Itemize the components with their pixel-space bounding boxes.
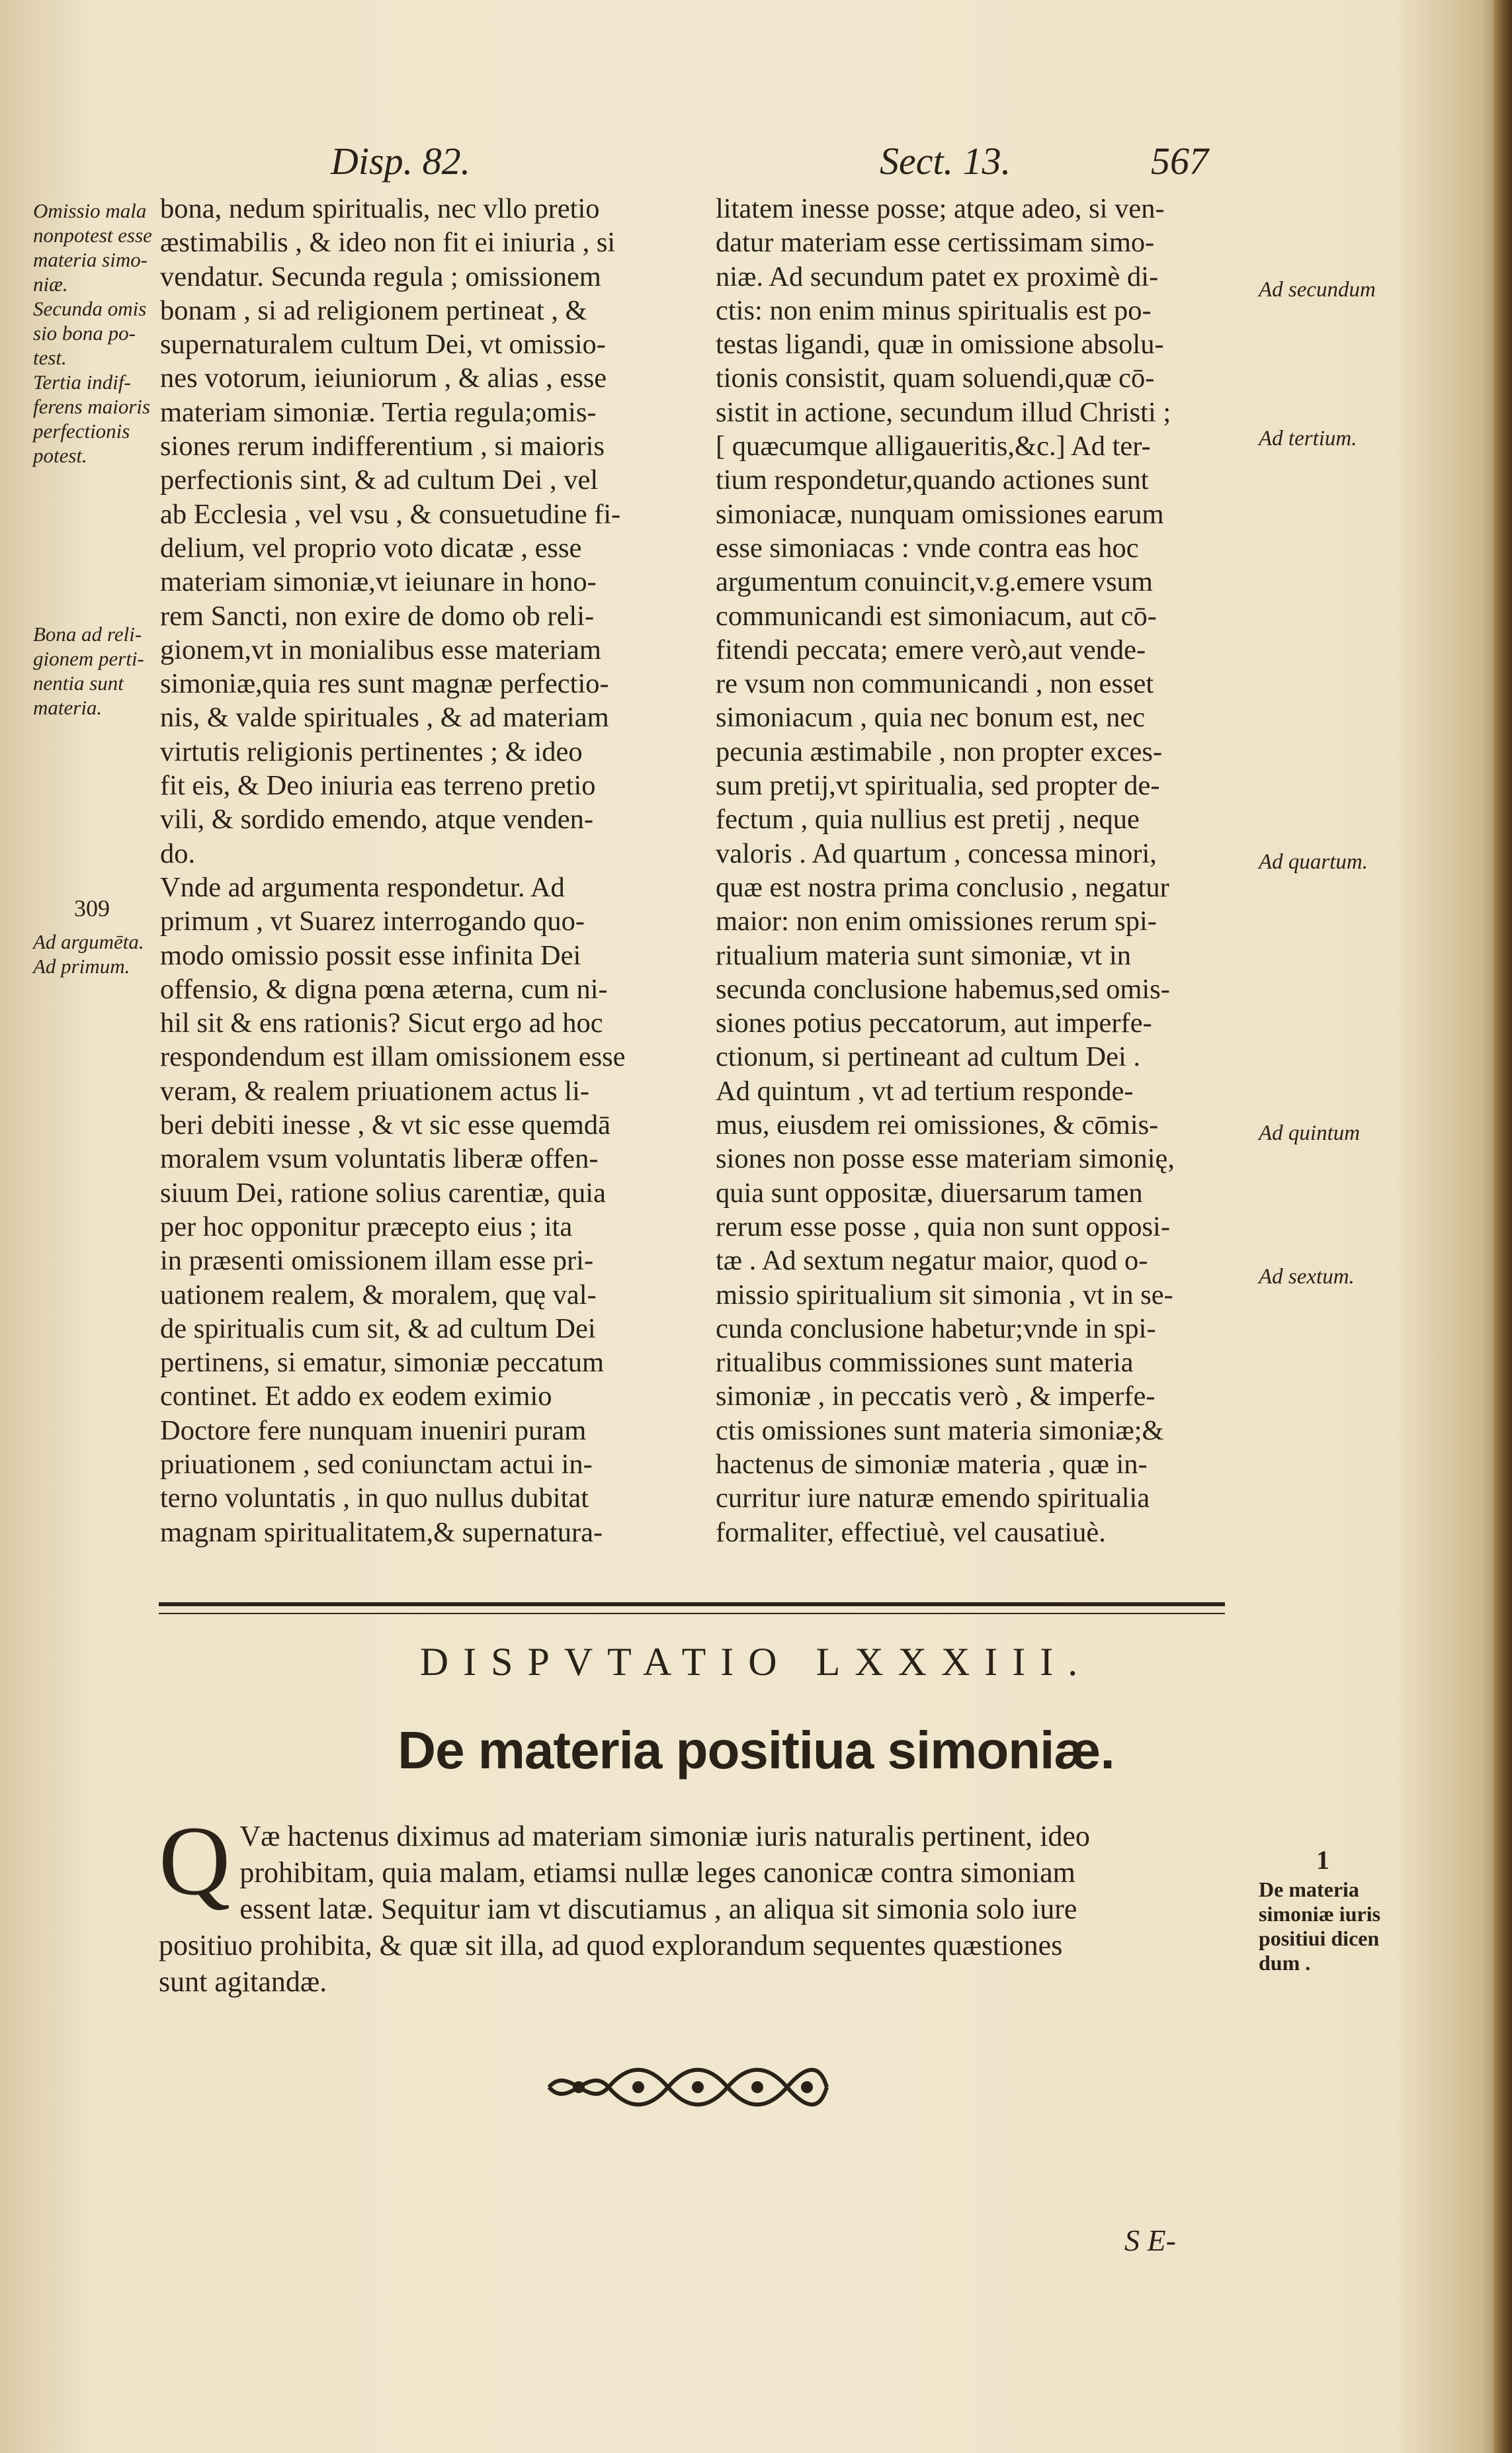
- text-line: ab Ecclesia , vel vsu , & consuetudine fi-: [160, 498, 621, 530]
- text-line: curritur iure naturæ emendo spiritualia: [716, 1483, 1150, 1514]
- text-line: priuationem , sed coniunctam actui in-: [160, 1448, 593, 1480]
- text-column-right: [716, 192, 1245, 1549]
- text-line: hactenus de simoniæ materia , quæ in-: [716, 1448, 1148, 1480]
- text-line: quia sunt oppositæ, diuersarum tamen: [716, 1177, 1143, 1209]
- text-line: per hoc opponitur præcepto eius ; ita: [160, 1211, 573, 1242]
- text-line: magnam spiritualitatem,& supernatura-: [160, 1516, 603, 1548]
- text-line: terno voluntatis , in quo nullus dubitat: [160, 1483, 589, 1514]
- text-line: pecunia æstimabile , non propter exces-: [716, 736, 1163, 767]
- text-line: simoniacæ, nunquam omissiones earum: [716, 498, 1164, 530]
- header-section: Sect. 13.: [880, 140, 1011, 183]
- intro-paragraph: [159, 1806, 1237, 2000]
- intro-paragraph-number: 1: [1316, 1845, 1329, 1875]
- text-line: vendatur. Secunda regula ; omissionem: [160, 261, 601, 292]
- margin-line: Secunda omis: [33, 297, 147, 320]
- header-disputation: Disp. 82.: [331, 140, 471, 183]
- margin-line: ferens maioris: [33, 395, 151, 418]
- text-line: primum , vt Suarez interrogando quo-: [160, 906, 585, 937]
- text-line: simoniacum , quia nec bonum est, nec: [716, 702, 1146, 734]
- text-line: Ad quintum , vt ad tertium responde-: [716, 1075, 1134, 1107]
- text-line: supernaturalem cultum Dei, vt omissio-: [160, 329, 606, 361]
- margin-line: Tertia indif-: [33, 370, 131, 394]
- margin-line: nonpotest esse: [33, 224, 152, 247]
- margin-line: materia.: [33, 696, 103, 719]
- margin-note-ad-quintum: Ad quintum: [1259, 1121, 1361, 1145]
- text-line: ctionum, si pertineant ad cultum Dei .: [716, 1041, 1141, 1073]
- margin-line: Ad argumēta.: [33, 930, 144, 953]
- text-line: tium respondetur,quando actiones sunt: [716, 464, 1149, 496]
- text-line: ctis omissiones sunt materia simoniæ;&: [716, 1414, 1164, 1446]
- text-line: virtutis religionis pertinentes ; & ideo: [160, 736, 583, 767]
- disputation-subtitle: De materia positiua simoniæ.: [398, 1721, 1114, 1780]
- margin-line: potest.: [33, 444, 87, 467]
- text-line: quæ est nostra prima conclusio , negatur: [716, 871, 1169, 903]
- text-line: ctis: non enim minus spiritualis est po-: [716, 294, 1152, 326]
- printers-ornament-icon: [542, 2061, 833, 2114]
- text-line: mus, eiusdem rei omissiones, & cōmis-: [716, 1109, 1159, 1141]
- text-line: argumentum conuincit,v.g.emere vsum: [716, 566, 1153, 598]
- margin-line: positiui dicen: [1259, 1926, 1380, 1950]
- text-line: uationem realem, & moralem, quę val-: [160, 1279, 597, 1311]
- text-line: bona, nedum spiritualis, nec vllo pretio: [160, 193, 600, 224]
- text-line: veram, & realem priuationem actus li-: [160, 1075, 590, 1107]
- margin-note-ad-tertium: Ad tertium.: [1259, 427, 1357, 451]
- margin-line: simoniæ iuris: [1259, 1902, 1381, 1926]
- text-line: hil sit & ens rationis? Sicut ergo ad hoc: [160, 1008, 603, 1039]
- text-line: cunda conclusione habetur;vnde in spi-: [716, 1313, 1156, 1344]
- text-line: perfectionis sint, & ad cultum Dei , vel: [160, 464, 599, 496]
- text-line: continet. Et addo ex eodem eximio: [160, 1381, 552, 1412]
- margin-line: Ad primum.: [33, 955, 130, 978]
- margin-line: De materia: [1259, 1877, 1359, 1901]
- intro-line: Væ hactenus diximus ad materiam simoniæ iuris naturalis pertinent, ideo: [239, 1820, 1090, 1852]
- text-line: missio spiritualium sit simonia , vt in se-: [716, 1279, 1173, 1311]
- margin-line: sio bona po-: [33, 322, 136, 345]
- text-line: vili, & sordido emendo, atque venden-: [160, 804, 594, 836]
- text-line: re vsum non communicandi , non esset: [716, 668, 1154, 700]
- text-line: siones rerum indifferentium , si maioris: [160, 431, 605, 462]
- text-line: fectum , quia nullius est pretij , neque: [716, 804, 1140, 836]
- drop-cap: Q: [159, 1806, 231, 1916]
- margin-line: perfectionis: [33, 419, 130, 443]
- text-line: simoniæ,quia res sunt magnæ perfectio-: [160, 668, 609, 700]
- text-line: siones non posse esse materiam simonię,: [716, 1143, 1175, 1175]
- text-line: fit eis, & Deo iniuria eas terreno pretio: [160, 770, 596, 802]
- text-column-left: [160, 192, 689, 1549]
- text-line: ritualium materia sunt simoniæ, vt in: [716, 939, 1131, 971]
- margin-line: Omissio mala: [33, 199, 147, 222]
- text-line: valoris . Ad quartum , concessa minori,: [716, 838, 1157, 869]
- text-line: tionis consistit, quam soluendi,quæ cō-: [716, 363, 1155, 394]
- text-line: offensio, & digna pœna æterna, cum ni-: [160, 973, 608, 1005]
- text-line: communicandi est simoniacum, aut cō-: [716, 600, 1157, 632]
- text-line: siuum Dei, ratione solius carentiæ, quia: [160, 1177, 606, 1209]
- text-line: secunda conclusione habemus,sed omis-: [716, 973, 1170, 1005]
- text-line: nis, & valde spirituales , & ad materiam: [160, 702, 609, 734]
- margin-line: gionem perti-: [33, 647, 144, 670]
- text-line: maior: non enim omissiones rerum spi-: [716, 906, 1157, 937]
- margin-paragraph-number: 309: [74, 895, 110, 922]
- text-line: nes votorum, ieiuniorum , & alias , esse: [160, 363, 607, 394]
- intro-line: positiuo prohibita, & quæ sit illa, ad quod explorandum sequentes quæstiones: [159, 1929, 1063, 1961]
- text-line: formaliter, effectiuè, vel causatiuè.: [716, 1516, 1106, 1548]
- text-line: litatem inesse posse; atque adeo, si ven-: [716, 193, 1165, 224]
- text-line: niæ. Ad secundum patet ex proximè di-: [716, 261, 1159, 292]
- text-line: fitendi peccata; emere verò,aut vende-: [716, 634, 1146, 666]
- text-line: tæ . Ad sextum negatur maior, quod o-: [716, 1245, 1148, 1277]
- text-line: beri debiti inesse , & vt sic esse quemdā: [160, 1109, 611, 1141]
- page-edge-shadow: [1493, 0, 1512, 2453]
- text-line: datur materiam esse certissimam simo-: [716, 227, 1155, 259]
- text-line: [ quæcumque alligaueritis,&c.] Ad ter-: [716, 431, 1151, 462]
- text-line: simoniæ , in peccatis verò , & imperfe-: [716, 1381, 1155, 1412]
- text-line: siones potius peccatorum, aut imperfe-: [716, 1008, 1152, 1039]
- section-divider-rule: [159, 1602, 1225, 1614]
- intro-line: essent latæ. Sequitur iam vt discutiamus , an aliqua sit simonia solo iure: [239, 1893, 1077, 1925]
- margin-note-ad-quartum: Ad quartum.: [1259, 850, 1368, 874]
- margin-line: Bona ad reli-: [33, 623, 142, 646]
- margin-note-left-1: [33, 198, 152, 468]
- margin-note-ad-sextum: Ad sextum.: [1259, 1265, 1355, 1289]
- text-line: delium, vel proprio voto dicatæ , esse: [160, 532, 582, 564]
- margin-line: nentia sunt: [33, 671, 124, 695]
- text-line: Vnde ad argumenta respondetur. Ad: [160, 871, 565, 903]
- text-line: moralem vsum voluntatis liberæ offen-: [160, 1143, 599, 1175]
- text-line: ritualibus commissiones sunt materia: [716, 1347, 1134, 1379]
- text-line: sum pretij,vt spiritualia, sed propter de-: [716, 770, 1160, 802]
- text-line: bonam , si ad religionem pertineat , &: [160, 294, 587, 326]
- text-line: in præsenti omissionem illam esse pri-: [160, 1245, 594, 1277]
- margin-line: dum .: [1259, 1951, 1311, 1975]
- margin-note-left-2: [33, 622, 152, 720]
- text-line: esse simoniacas : vnde contra eas hoc: [716, 532, 1139, 564]
- margin-line: test.: [33, 346, 67, 369]
- text-line: do.: [160, 838, 196, 869]
- text-line: gionem,vt in monialibus esse materiam: [160, 634, 601, 666]
- catchword: S E-: [1124, 2223, 1176, 2257]
- text-line: materiam simoniæ,vt ieiunare in hono-: [160, 566, 597, 598]
- text-line: de spiritualis cum sit, & ad cultum Dei: [160, 1313, 596, 1344]
- text-line: rem Sancti, non exire de domo ob reli-: [160, 600, 595, 632]
- disputation-title: DISPVTATIO LXXXIII.: [419, 1640, 1093, 1684]
- text-line: Doctore fere nunquam inueniri puram: [160, 1414, 587, 1446]
- text-line: æstimabilis , & ideo non fit ei iniuria , si: [160, 227, 616, 259]
- margin-note-left-3: [33, 929, 152, 978]
- intro-line: sunt agitandæ.: [159, 1965, 327, 1998]
- intro-line: prohibitam, quia malam, etiamsi nullæ leges canonicæ contra simoniam: [239, 1856, 1075, 1889]
- margin-note-intro: [1259, 1877, 1431, 1975]
- text-line: testas ligandi, quæ in omissione absolu-: [716, 329, 1164, 361]
- page-number: 567: [1151, 140, 1208, 183]
- text-line: respondendum est illam omissionem esse: [160, 1041, 626, 1073]
- margin-note-ad-secundum: Ad secundum: [1259, 278, 1376, 302]
- text-line: pertinens, si ematur, simoniæ peccatum: [160, 1347, 605, 1379]
- text-line: sistit in actione, secundum illud Christi ;: [716, 396, 1171, 428]
- text-line: modo omissio possit esse infinita Dei: [160, 939, 581, 971]
- text-line: rerum esse posse , quia non sunt opposi-: [716, 1211, 1170, 1242]
- text-line: materiam simoniæ. Tertia regula;omis-: [160, 396, 597, 428]
- margin-line: materia simo-: [33, 248, 148, 271]
- running-header: [0, 139, 1512, 192]
- margin-line: niæ.: [33, 273, 68, 296]
